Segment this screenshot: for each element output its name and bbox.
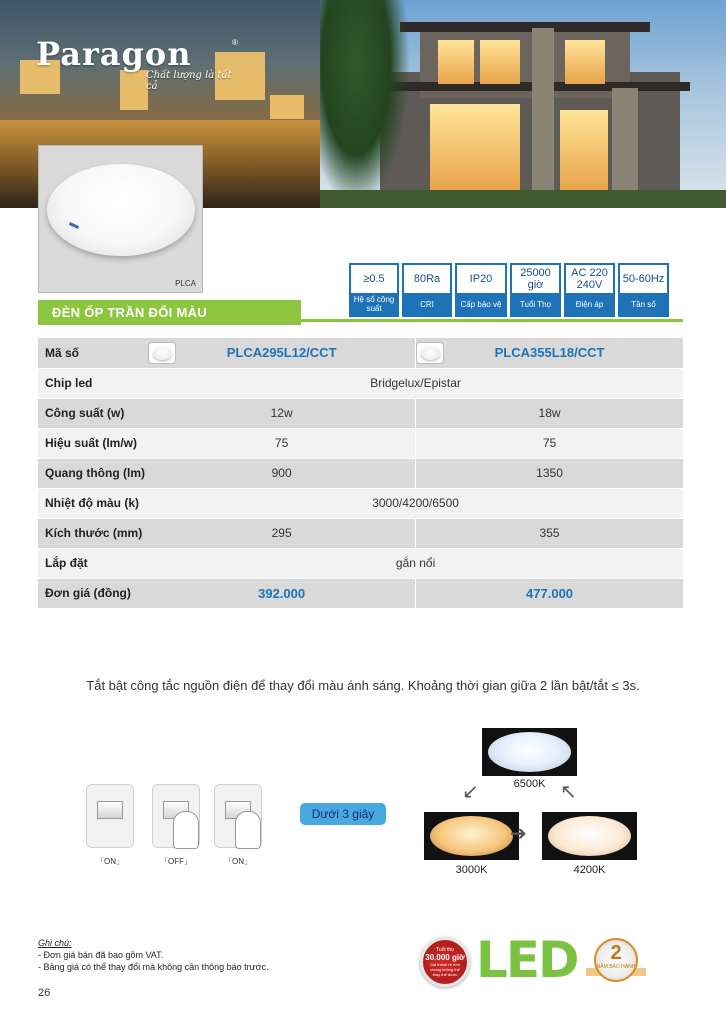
row-label: Nhiệt độ màu (k) [38, 488, 148, 518]
model-cell [416, 338, 683, 368]
row-label: Hiệu suất (lm/w) [38, 428, 148, 458]
price-cell: 392.000 [148, 578, 415, 608]
arrow-up-left-icon: ↖ [560, 781, 577, 803]
table-row [38, 338, 683, 368]
table-row [38, 548, 683, 578]
registered-mark: ® [232, 38, 238, 47]
model-cell [148, 338, 415, 368]
page-number: 26 [38, 987, 51, 999]
table-cell: 355 [416, 518, 683, 548]
table-cell: Bridgelux/Epistar [148, 368, 683, 398]
led-logo-text: LED [476, 931, 578, 989]
product-title: ĐÈN ỐP TRẦN ĐỔI MÀU [52, 305, 207, 320]
hero-photo-house [320, 0, 726, 208]
switch-on-icon [86, 784, 134, 848]
table-cell: 18w [416, 398, 683, 428]
color-temp-label: 4200K [573, 864, 606, 876]
color-temp-label: 6500K [513, 778, 546, 790]
lamp-thumbnail [416, 342, 444, 364]
row-label: Mã số [38, 338, 148, 368]
row-label: Chip led [38, 368, 148, 398]
led-logo [476, 931, 578, 989]
interval-badge: Dưới 3 giây [300, 803, 386, 825]
table-row [38, 578, 683, 608]
product-photo [38, 145, 203, 293]
table-cell: gắn nổi [148, 548, 683, 578]
title-divider [301, 319, 683, 322]
warranty-years: 2 [610, 942, 622, 964]
spec-frequency [618, 263, 669, 317]
brand-logo [36, 35, 238, 92]
arrow-right-icon: ➔ [510, 823, 527, 845]
price-cell: 477.000 [416, 578, 683, 608]
spec-power-factor [349, 263, 399, 317]
spec-value: AC 220 240V [571, 267, 608, 291]
table-cell: 295 [148, 518, 415, 548]
row-label: Công suất (w) [38, 398, 148, 428]
table-row [38, 518, 683, 548]
switch-on-hand-icon [214, 784, 262, 848]
product-code: PLCA [175, 279, 196, 288]
spec-lifetime [510, 263, 561, 317]
lamp-thumbnail [148, 342, 176, 364]
spec-icons [349, 263, 669, 319]
table-row [38, 488, 683, 518]
table-cell: 3000/4200/6500 [148, 488, 683, 518]
table-cell: 900 [148, 458, 415, 488]
spec-value: IP20 [469, 273, 493, 285]
arrow-down-left-icon: ↙ [462, 781, 479, 803]
spec-value: 80Ra [413, 273, 441, 285]
spec-label: Điện áp [566, 293, 613, 315]
spec-voltage [564, 263, 615, 317]
table-cell: 12w [148, 398, 415, 428]
warranty-badge [586, 938, 646, 986]
lifetime-caption: Tuổi thọ [436, 947, 454, 953]
lamp-3000k-image [424, 812, 519, 860]
color-temp-label: 3000K [455, 864, 488, 876]
switch-off-hand-icon [152, 784, 200, 848]
product-title-bar [38, 300, 301, 325]
switch-step-label: 「ON」 [96, 857, 124, 866]
color-change-illustration [38, 728, 683, 888]
spec-value: 50-60Hz [622, 273, 665, 285]
row-label: Lắp đặt [38, 548, 148, 578]
spec-table [38, 338, 683, 609]
table-row [38, 428, 683, 458]
spec-ip-rating [455, 263, 507, 317]
table-cell: 75 [148, 428, 415, 458]
note-item: - Đơn giá bán đã bao gồm VAT. [38, 950, 164, 960]
table-cell: 75 [416, 428, 683, 458]
table-row [38, 398, 683, 428]
instruction-text: Tắt bật công tắc nguồn điện để thay đổi màu ánh sáng. Khoảng thời gian giữa 2 lần bật/tắt ≤ 3s. [86, 678, 640, 693]
spec-label: Cấp bảo vệ [457, 293, 505, 315]
table-row [38, 458, 683, 488]
row-label: Quang thông (lm) [38, 458, 148, 488]
notes-title: Ghi chú: [38, 938, 72, 948]
table-cell: 1350 [416, 458, 683, 488]
row-label: Kích thước (mm) [38, 518, 148, 548]
switch-step-label: 「ON」 [224, 857, 252, 866]
brand-tagline: Chất lượng là tất cả [146, 70, 232, 92]
switch-step-label: 「OFF」 [160, 857, 192, 866]
spec-value: 25000 giờ [520, 267, 551, 291]
spec-label: Tuổi Thọ [512, 293, 559, 315]
notes [38, 937, 269, 973]
table-row [38, 368, 683, 398]
row-label: Đơn giá (đồng) [38, 578, 148, 608]
model-code: PLCA295L12/CCT [226, 345, 337, 361]
lifetime-badge [420, 937, 470, 987]
spec-label: CRI [404, 293, 450, 315]
spec-value: ≥0.5 [363, 273, 385, 285]
spec-label: Tần số [620, 293, 667, 315]
spec-cri [402, 263, 452, 317]
brand-name: Paragon [36, 35, 192, 73]
spec-label: Hệ số công suất [351, 293, 397, 315]
lifetime-subtext: Giá thành rẻ hơn chóng không thể thay thế được [429, 962, 461, 977]
model-code: PLCA355L18/CCT [494, 345, 605, 361]
note-item: - Bảng giá có thể thay đổi mà không cần thông báo trước. [38, 962, 269, 972]
ceiling-lamp-image [47, 164, 195, 256]
lamp-4200k-image [542, 812, 637, 860]
lamp-6500k-image [482, 728, 577, 776]
warranty-text: NĂM BẢO HÀNH [596, 964, 636, 970]
lifetime-value: 30.000 giờ [425, 953, 465, 962]
